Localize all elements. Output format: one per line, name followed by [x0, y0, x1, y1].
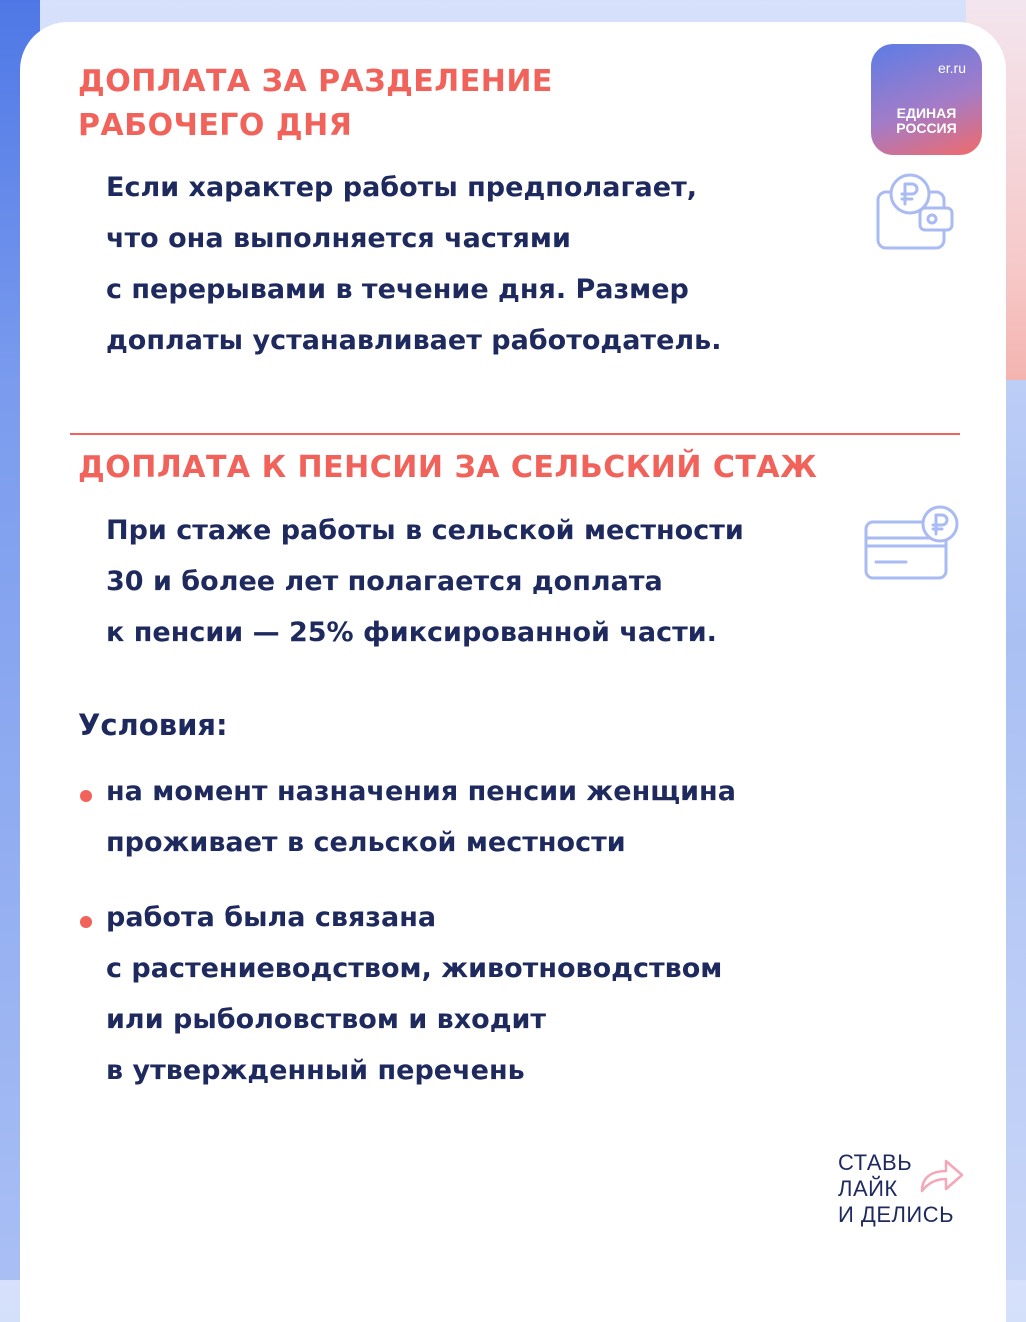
- section2-text-line: к пенсии — 25% фиксированной части.: [106, 617, 717, 648]
- section1-text-line: доплаты устанавливает работодатель.: [106, 325, 722, 356]
- share-arrow-icon[interactable]: [918, 1155, 966, 1195]
- conditions-title: Условия:: [78, 708, 228, 742]
- section1-title-line: ДОПЛАТА ЗА РАЗДЕЛЕНИЕ: [78, 64, 553, 99]
- section2-text-line: 30 и более лет полагается доплата: [106, 566, 663, 597]
- cta-line: СТАВЬ: [838, 1150, 913, 1175]
- section1-title: [78, 60, 553, 148]
- logo-name-line: ЕДИНАЯ: [896, 105, 957, 121]
- section2-text: [106, 505, 744, 658]
- condition-item: [106, 766, 736, 868]
- section1-title-line: РАБОЧЕГО ДНЯ: [78, 108, 353, 143]
- logo-name-line: РОССИЯ: [896, 120, 957, 136]
- bullet-dot: [80, 916, 92, 928]
- condition-line: с растениеводством, животноводством: [106, 953, 723, 984]
- logo-url: er.ru: [937, 60, 966, 76]
- condition-line: на момент назначения пенсии женщина: [106, 776, 736, 807]
- section1-text-line: что она выполняется частями: [106, 223, 571, 254]
- condition-line: в утвержденный перечень: [106, 1055, 525, 1086]
- cta-line: И ДЕЛИСЬ: [838, 1202, 955, 1227]
- bullet-dot: [80, 790, 92, 802]
- section1-text-line: с перерывами в течение дня. Размер: [106, 274, 689, 305]
- section1-text-line: Если характер работы предполагает,: [106, 172, 697, 203]
- condition-line: работа была связана: [106, 902, 437, 933]
- wallet-ruble-icon: [872, 170, 958, 256]
- section2-text-line: При стаже работы в сельской местности: [106, 515, 744, 546]
- card-ruble-icon: [862, 504, 962, 584]
- condition-item: [106, 892, 722, 1096]
- logo-name: [871, 106, 982, 136]
- party-logo: [871, 44, 982, 155]
- condition-line: или рыболовством и входит: [106, 1004, 547, 1035]
- section2-title: ДОПЛАТА К ПЕНСИИ ЗА СЕЛЬСКИЙ СТАЖ: [78, 450, 818, 485]
- cta-line: ЛАЙК: [838, 1176, 898, 1201]
- section-divider: [70, 433, 960, 435]
- condition-line: проживает в сельской местности: [106, 827, 626, 858]
- section1-text: [106, 162, 722, 366]
